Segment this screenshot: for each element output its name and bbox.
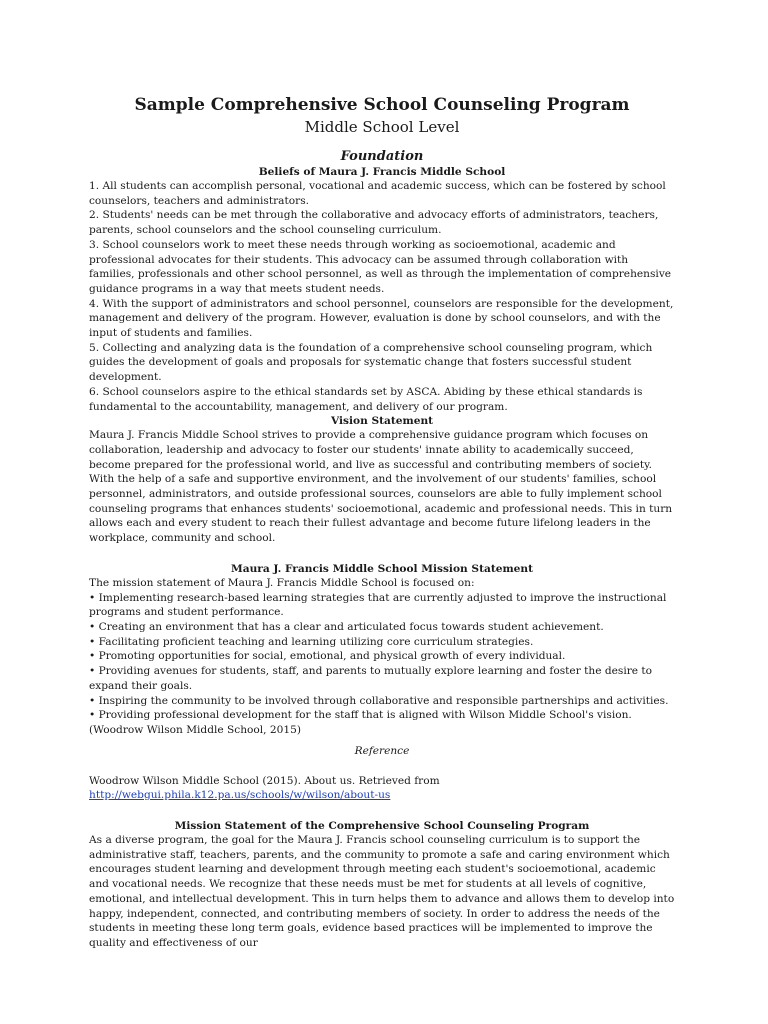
reference-text: Woodrow Wilson Middle School (2015). About us. Retrieved from (89, 774, 440, 787)
belief-item: 2. Students' needs can be met through the collaborative and advocacy efforts of administrators, teachers, parents, school counselors and the school counseling curriculum. (89, 209, 659, 237)
document-title: Sample Comprehensive School Counseling Program (134, 95, 630, 115)
mission-heading: Maura J. Francis Middle School Mission Statement (230, 562, 533, 575)
reference-heading: Reference (354, 744, 410, 757)
belief-item: 4. With the support of administrators and school personnel, counselors are responsible for the development, management and delivery of the program. However, evaluation is done by school counselors, and with the input of students and families. (89, 297, 674, 340)
document-body (89, 94, 675, 951)
mission-bullet: • Inspiring the community to be involved through collaborative and responsible partnerships and activities. (89, 694, 669, 707)
mission-intro: The mission statement of Maura J. Francis Middle School is focused on: (89, 576, 475, 589)
belief-item: 6. School counselors aspire to the ethical standards set by ASCA. Abiding by these ethical standards is fundamental to the accountability, management, and delivery of our program. (89, 385, 643, 413)
foundation-heading: Foundation (340, 149, 424, 164)
mission-bullet: • Facilitating proficient teaching and learning utilizing core curriculum strategies. (89, 635, 534, 648)
program-mission-heading: Mission Statement of the Comprehensive School Counseling Program (174, 820, 590, 833)
program-mission-text: As a diverse program, the goal for the Maura J. Francis school counseling curriculum is to support the administrative staff, teachers, parents, and the community to promote a safe and caring environment which encourages student learning and development through meeting each student's socioemotional, academic and vocational needs. We recognize that these needs must be met for students at all levels of cognitive, emotional, and intellectual development. This in turn helps them to advance and allows them to develop into happy, independent, connected, and contributing members of society. In order to address the needs of the students in meeting these long term goals, evidence based practices will be implemented to improve the quality and effectiveness of our (89, 834, 675, 949)
mission-bullet: • Creating an environment that has a clear and articulated focus towards student achievement. (89, 620, 604, 633)
reference-link[interactable]: http://webgui.phila.k12.pa.us/schools/w/wilson/about-us (89, 789, 391, 802)
vision-heading: Vision Statement (330, 415, 434, 428)
mission-bullet: • Implementing research-based learning strategies that are currently adjusted to improve the instructional programs and student performance. (89, 591, 667, 619)
mission-bullet: • Providing professional development for the staff that is aligned with Wilson Middle School's vision. (89, 709, 632, 722)
vision-text: Maura J. Francis Middle School strives to provide a comprehensive guidance program which focuses on collaboration, leadership and advocacy to foster our students' innate ability to academically succeed, become prepared for the professional world, and live as successful and contributing members of society. With the help of a safe and supportive environment, and the involvement of our students' families, school personnel, administrators, and outside professional sources, counselors are able to fully implement school counseling programs that enhances students' socioemotional, academic and professional needs. This in turn allows each and every student to reach their fullest advantage and become future lifelong leaders in the workplace, community and school. (89, 429, 673, 545)
belief-item: 5. Collecting and analyzing data is the foundation of a comprehensive school counseling program, which guides the development of goals and proposals for systematic change that fosters successful student development. (89, 341, 653, 384)
mission-bullet: • Promoting opportunities for social, emotional, and physical growth of every individual. (89, 650, 566, 663)
belief-item: 3. School counselors work to meet these needs through working as socioemotional, academic and professional advocates for their students. This advocacy can be assumed through collaboration with families, professionals and other school personnel, as well as through the implementation of comprehensive guidance programs in a way that meets student needs. (89, 238, 672, 295)
mission-citation: (Woodrow Wilson Middle School, 2015) (89, 723, 302, 736)
beliefs-heading: Beliefs of Maura J. Francis Middle School (258, 166, 506, 178)
belief-item: 1. All students can accomplish personal, vocational and academic success, which can be fostered by school counselors, teachers and administrators. (89, 180, 666, 207)
mission-bullet: • Providing avenues for students, staff, and parents to mutually explore learning and foster the desire to expand their goals. (89, 665, 653, 692)
document-subtitle: Middle School Level (304, 118, 460, 136)
